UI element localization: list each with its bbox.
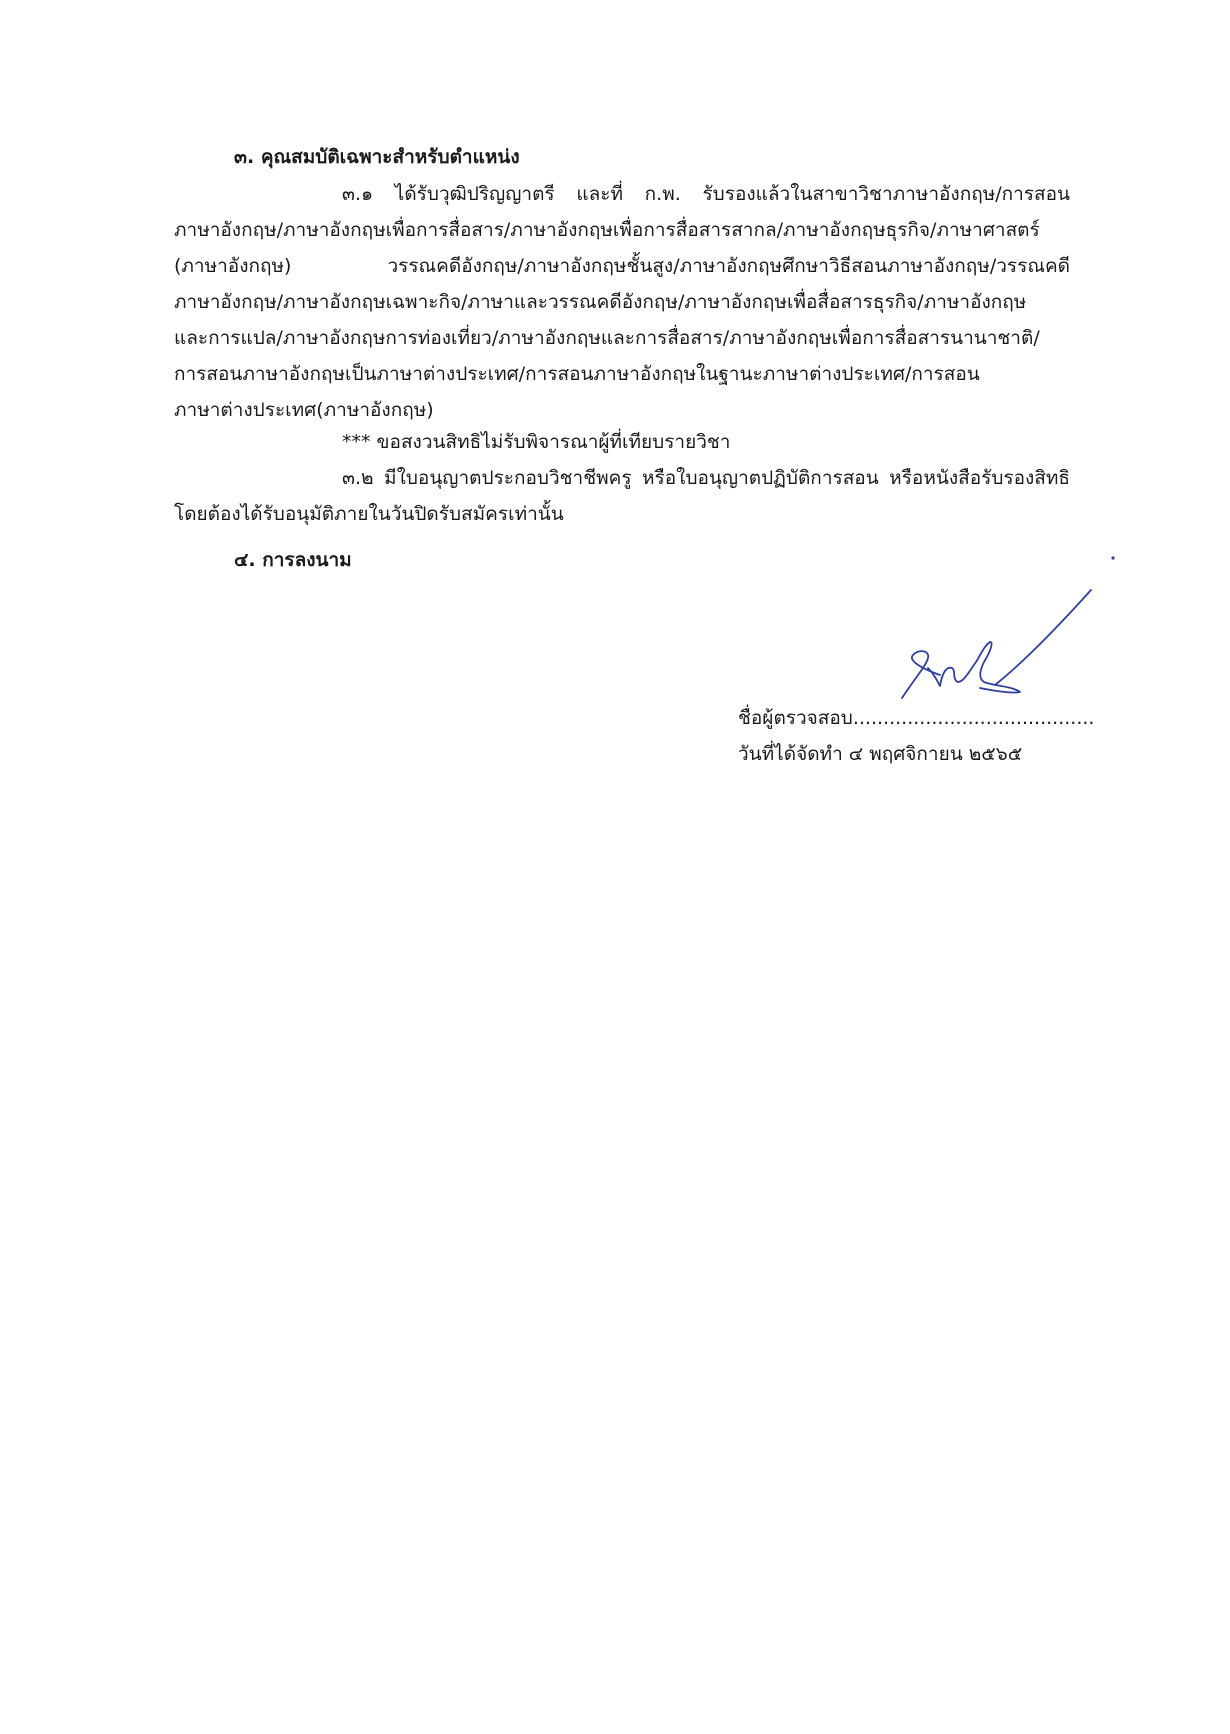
qualification-3-1-line: ภาษาอังกฤษ/ภาษาอังกฤษเฉพาะกิจ/ภาษาและวรรณคดีอังกฤษ/ภาษาอังกฤษเพื่อสื่อสารธุรกิจ/ภาษาอังกฤษ: [174, 291, 1027, 313]
qualification-3-1-line: การสอนภาษาอังกฤษเป็นภาษาต่างประเทศ/การสอนภาษาอังกฤษในฐานะภาษาต่างประเทศ/การสอน: [174, 363, 980, 385]
prepared-date: วันที่ได้จัดทำ ๔ พฤศจิกายน ๒๕๖๕: [738, 743, 1023, 765]
qualification-3-1: [174, 176, 1070, 428]
qualification-3-2: [174, 460, 1070, 532]
qualification-3-1-line: ภาษาอังกฤษ/ภาษาอังกฤษเพื่อการสื่อสาร/ภาษาอังกฤษเพื่อการสื่อสารสากล/ภาษาอังกฤษธุรกิจ/ภาษาศาสตร์: [174, 219, 1040, 241]
reviewer-name-line: ชื่อผู้ตรวจสอบ........................................: [738, 707, 1095, 729]
qualification-3-1-line: และการแปล/ภาษาอังกฤษการท่องเที่ยว/ภาษาอังกฤษและการสื่อสาร/ภาษาอังกฤษเพื่อการสื่อสารนานาชาติ/: [174, 327, 1040, 349]
qualification-3-2-line: ๓.๒ มีใบอนุญาตประกอบวิชาชีพครู หรือใบอนุญาตปฏิบัติการสอน หรือหนังสือรับรองสิทธิ: [342, 467, 1070, 489]
qualification-3-2-line: โดยต้องได้รับอนุมัติภายในวันปิดรับสมัครเท่านั้น: [174, 503, 564, 525]
qualification-3-1-line: ภาษาต่างประเทศ(ภาษาอังกฤษ): [174, 399, 434, 421]
section-3-heading: ๓. คุณสมบัติเฉพาะสำหรับตำแหน่ง: [234, 146, 520, 168]
qualification-3-1-line: (ภาษาอังกฤษ) วรรณคดีอังกฤษ/ภาษาอังกฤษชั้นสูง/ภาษาอังกฤษศึกษาวิธีสอนภาษาอังกฤษ/วรรณคดี: [174, 255, 1070, 277]
qualification-3-1-line: ๓.๑ ได้รับวุฒิปริญญาตรี และที่ ก.พ. รับรองแล้วในสาขาวิชาภาษาอังกฤษ/การสอน: [342, 183, 1070, 205]
reservation-note: *** ขอสงวนสิทธิไม่รับพิจารณาผู้ที่เทียบรายวิชา: [342, 431, 731, 453]
section-4-heading: ๔. การลงนาม: [234, 549, 352, 571]
handwritten-signature: [880, 550, 1120, 720]
signature-block: [738, 700, 1094, 772]
